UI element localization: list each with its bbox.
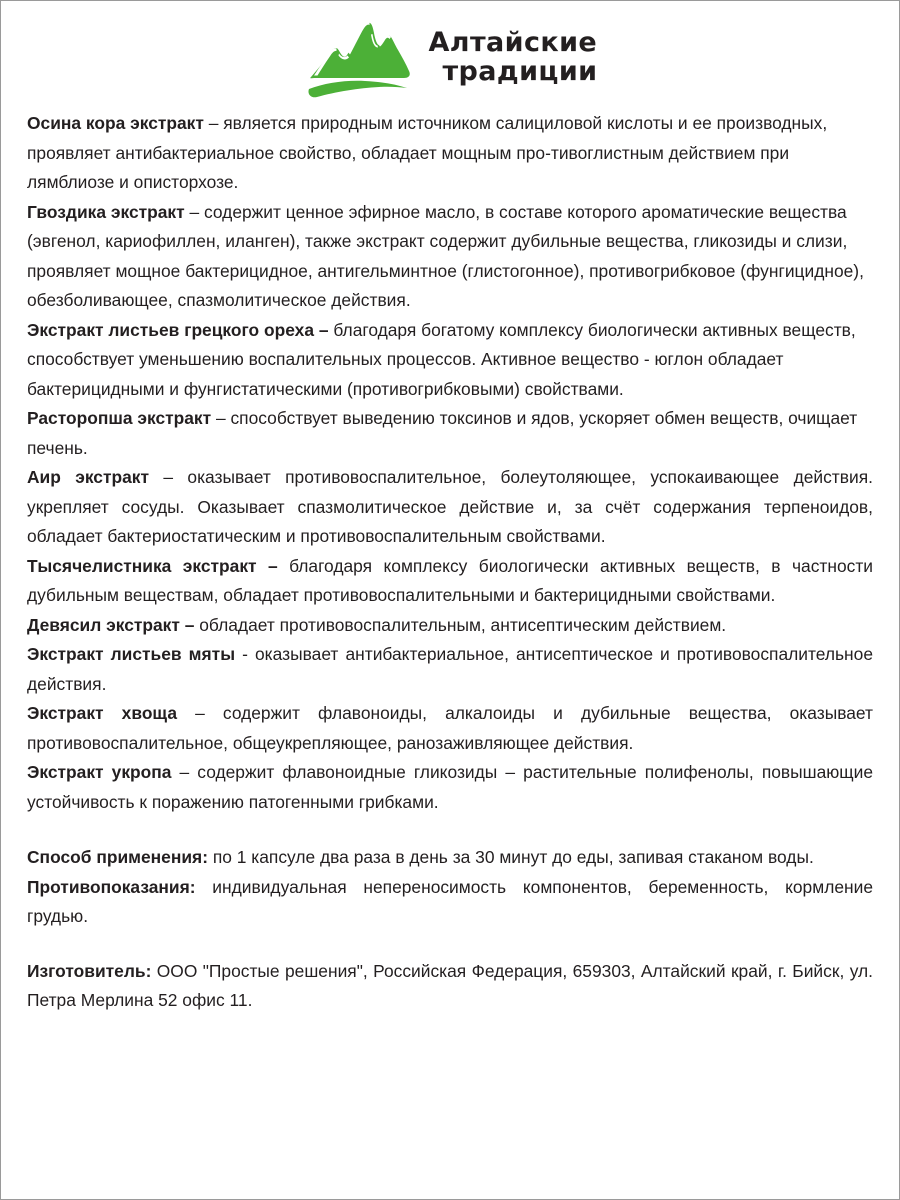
ingredient-title: Экстракт укропа xyxy=(27,762,172,782)
ingredient-body: – содержит флавоноиды, алкалоиды и дубильные вещества, оказывает противовоспалительное, общеукрепляющее, ранозаживляющее действия. xyxy=(27,703,873,753)
ingredient-title: Расторопша экстракт xyxy=(27,408,212,428)
usage-title: Способ применения: xyxy=(27,847,208,867)
ingredient-ukrop xyxy=(27,758,873,817)
ingredient-hvosch xyxy=(27,699,873,758)
ingredient-air xyxy=(27,463,873,552)
manufacturer-title: Изготовитель: xyxy=(27,960,152,981)
ingredient-title: Экстракт листьев мяты xyxy=(27,644,236,664)
ingredient-body: – оказывает противовоспалительное, болеутоляющее, успокаивающее действия. укрепляет сосуды. Оказывает спазмолитическое действие и, за счёт содержания терпеноидов, обладает бактериостатическим и противовоспалительным свойствами. xyxy=(27,467,873,546)
contraindications-body: индивидуальная непереносимость компонентов, беременность, кормление грудью. xyxy=(27,876,873,926)
brand-logo xyxy=(303,14,598,100)
ingredient-myata xyxy=(27,640,873,699)
brand-line-1: Алтайские xyxy=(428,26,598,58)
ingredient-body: – способствует выведению токсинов и ядов, ускоряет обмен веществ, очищает печень. xyxy=(27,408,858,458)
brand-header xyxy=(1,1,899,109)
spacer-before-usage xyxy=(27,817,873,843)
brand-line-2: традиции xyxy=(442,56,598,87)
ingredient-title: Осина кора экстракт xyxy=(27,113,204,133)
ingredient-tysyachelistnik xyxy=(27,552,873,611)
ingredient-body: обладает противовоспалительным, антисептическим действием. xyxy=(194,614,727,635)
ingredient-devyasil xyxy=(27,611,873,641)
mountain-logo-icon xyxy=(303,14,415,100)
manufacturer-body: ООО "Простые решения", Российская Федерация, 659303, Алтайский край, г. Бийск, ул. Петра Мерлина 52 офис 11. xyxy=(27,960,873,1010)
ingredient-title: Аир экстракт xyxy=(27,467,150,487)
ingredient-title: Экстракт хвоща xyxy=(27,703,177,723)
contraindications-section xyxy=(27,873,873,932)
ingredient-body: – содержит флавоноидные гликозиды – растительные полифенолы, повышающие устойчивость к поражению патогенными грибками. xyxy=(27,762,874,812)
ingredient-body: благодаря комплексу биологически активных веществ, в частности дубильным веществам, обладает противовоспалительными и бактерицидными свойствами. xyxy=(27,555,873,605)
brand-wordmark xyxy=(429,28,598,86)
ingredient-gvozdika xyxy=(27,198,873,316)
ingredient-greckiy-oreh xyxy=(27,316,873,405)
ingredient-osina-kora xyxy=(27,109,873,198)
label-content xyxy=(1,109,899,1016)
usage-section xyxy=(27,843,873,873)
ingredient-title: Тысячелистника экстракт – xyxy=(27,555,278,576)
ingredient-body: благодаря богатому комплексу биологически активных веществ, способствует уменьшению воспалительных процессов. Активное вещество - юглон обладает бактерицидными и фунгистатическими (противогрибковыми) свойствами. xyxy=(27,319,856,399)
ingredient-title: Экстракт листьев грецкого ореха – xyxy=(27,319,329,340)
ingredient-title: Гвоздика экстракт xyxy=(27,201,185,222)
spacer-before-manufacturer xyxy=(27,932,873,957)
manufacturer-section xyxy=(27,957,873,1016)
ingredient-body: – является природным источником салициловой кислоты и ее производных, проявляет антибактериальное свойство, обладает мощным про-тивоглистным действием при лямблиозе и описторхозе. xyxy=(27,113,828,192)
contraindications-title: Противопоказания: xyxy=(27,876,196,897)
ingredient-rastoropsha xyxy=(27,404,873,463)
ingredient-body: - оказывает антибактериальное, антисептическое и противовоспалительное действия. xyxy=(27,644,873,694)
usage-body: по 1 капсуле два раза в день за 30 минут до еды, запивая стаканом воды. xyxy=(208,847,814,867)
ingredient-title: Девясил экстракт – xyxy=(27,614,195,635)
ingredient-body: – содержит ценное эфирное масло, в составе которого ароматические вещества (эвгенол, кариофиллен, иланген), также экстракт содержит дубильные вещества, гликозиды и слизи, проявляет мощное бактерицидное, антигельминтное (глистогонное), противогрибковое (фунгицидное), обезболивающее, спазмолитическое действия. xyxy=(27,201,864,310)
